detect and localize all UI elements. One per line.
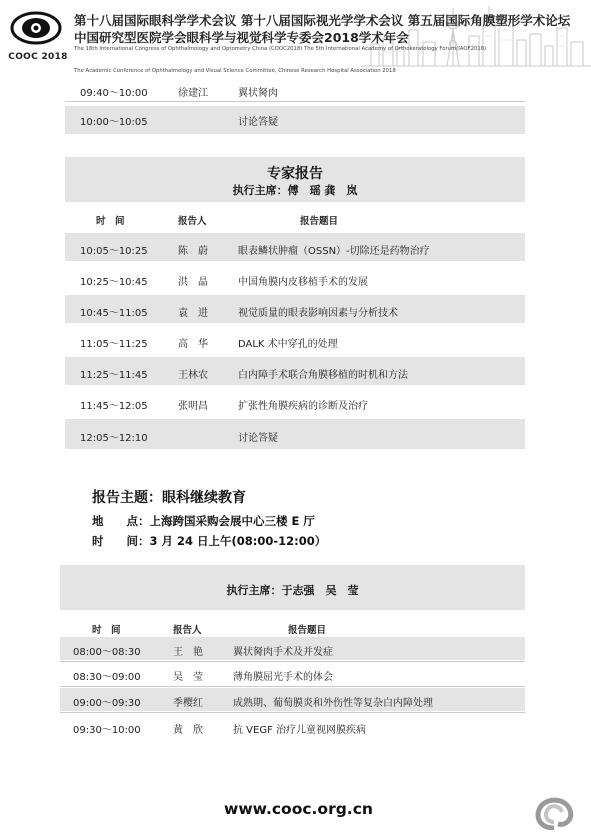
column-header-time: 时 间 <box>92 625 121 636</box>
row-time: 10:45～11:05 <box>80 308 148 319</box>
cooc-logo <box>8 8 64 52</box>
row-speaker: 徐建江 <box>178 88 208 99</box>
row-topic: 白内障手术联合角膜移植的时机和方法 <box>238 370 408 381</box>
row-time: 12:05～12:10 <box>80 433 148 444</box>
row-topic: 眼表鳞状肿瘤（OSSN）-切除还是药物治疗 <box>238 246 430 257</box>
column-header-topic: 报告题目 <box>300 216 339 227</box>
row-speaker: 吴 莹 <box>173 672 203 683</box>
time-label: 时 间： <box>92 534 150 548</box>
row-speaker: 王林农 <box>178 370 208 381</box>
row-separator <box>60 712 525 713</box>
row-time: 11:25～11:45 <box>80 370 148 381</box>
row-topic: 中国角膜内皮移植手术的发展 <box>238 277 368 288</box>
row-topic: 视觉质量的眼表影响因素与分析技术 <box>238 308 398 319</box>
page-header <box>0 0 591 74</box>
header-english-line2: The Academic Conference of Ophthalmology and Visual Science Committee, Chinese Research Hospital Association 2018 <box>74 68 396 74</box>
column-header-speaker: 报告人 <box>173 625 202 636</box>
row-speaker: 洪 晶 <box>178 277 208 288</box>
venue-line <box>92 513 315 529</box>
time-line <box>92 533 326 549</box>
header-title-line1: 第十八届国际眼科学学术会议 第十八届国际视光学学术会议 第五届国际角膜塑形学术论坛 <box>74 13 571 28</box>
row-topic: DALK 术中穿孔的处理 <box>238 339 338 350</box>
column-header-time: 时 间 <box>96 216 125 227</box>
row-time: 10:05～10:25 <box>80 246 148 257</box>
row-time: 09:30～10:00 <box>73 725 141 736</box>
row-time: 08:00～08:30 <box>73 647 141 658</box>
row-speaker: 陈 蔚 <box>178 246 208 257</box>
row-speaker: 张明昌 <box>178 401 208 412</box>
row-separator <box>60 661 525 662</box>
row-time: 10:25～10:45 <box>80 277 148 288</box>
header-english-line1: The 18th International Congress of Ophthalmology and Optometry China (COOC2018) The 5th International Academy of Orthokeratology Forum(IAOF2018) <box>74 46 487 52</box>
row-separator <box>60 686 525 687</box>
row-time: 11:05～11:25 <box>80 339 148 350</box>
row-topic: 薄角膜屈光手术的体会 <box>233 672 333 683</box>
row-time: 09:00～09:30 <box>73 698 141 709</box>
row-speaker: 黄 欣 <box>173 725 203 736</box>
row-topic: 抗 VEGF 治疗儿童视网膜疾病 <box>233 725 367 736</box>
row-time: 10:00～10:05 <box>80 117 148 128</box>
column-header-speaker: 报告人 <box>178 216 207 227</box>
row-topic: 翼状胬肉手术及并发症 <box>233 647 333 658</box>
row-time: 08:30～09:00 <box>73 672 141 683</box>
column-header-topic: 报告题目 <box>288 625 327 636</box>
row-speaker: 王 艳 <box>173 647 203 658</box>
row-topic: 扩张性角膜疾病的诊断及治疗 <box>238 401 368 412</box>
website-url[interactable]: www.cooc.org.cn <box>224 800 373 818</box>
row-topic: 成熟期、葡萄膜炎和外伤性等复杂白内障处理 <box>233 698 433 709</box>
header-title-line2: 中国研究型医院学会眼科学与视觉科学专委会2018学术年会 <box>74 30 409 45</box>
section-chair: 执行主席：傅 瑶 龚 岚 <box>232 184 358 197</box>
row-time: 11:45～12:05 <box>80 401 148 412</box>
row-separator <box>65 101 525 102</box>
row-time: 09:40～10:00 <box>80 88 148 99</box>
row-topic: 讨论答疑 <box>238 117 278 128</box>
section-chair: 执行主席：于志强 吴 莹 <box>226 584 359 597</box>
row-topic: 翼状胬肉 <box>238 88 278 99</box>
decorative-swirl-icon <box>532 796 576 830</box>
venue-value: 上海跨国采购会展中心三楼 E 厅 <box>149 514 315 528</box>
time-value: 3 月 24 日上午(08:00-12:00） <box>149 534 327 548</box>
report-topic-heading: 报告主题：眼科继续教育 <box>92 490 246 506</box>
row-topic: 讨论答疑 <box>238 433 278 444</box>
logo-text: COOC 2018 <box>8 52 68 62</box>
row-speaker: 季樱红 <box>173 698 203 709</box>
row-speaker: 袁 进 <box>178 308 208 319</box>
row-speaker: 高 华 <box>178 339 208 350</box>
section-title: 专家报告 <box>267 166 323 182</box>
venue-label: 地 点： <box>92 514 150 528</box>
